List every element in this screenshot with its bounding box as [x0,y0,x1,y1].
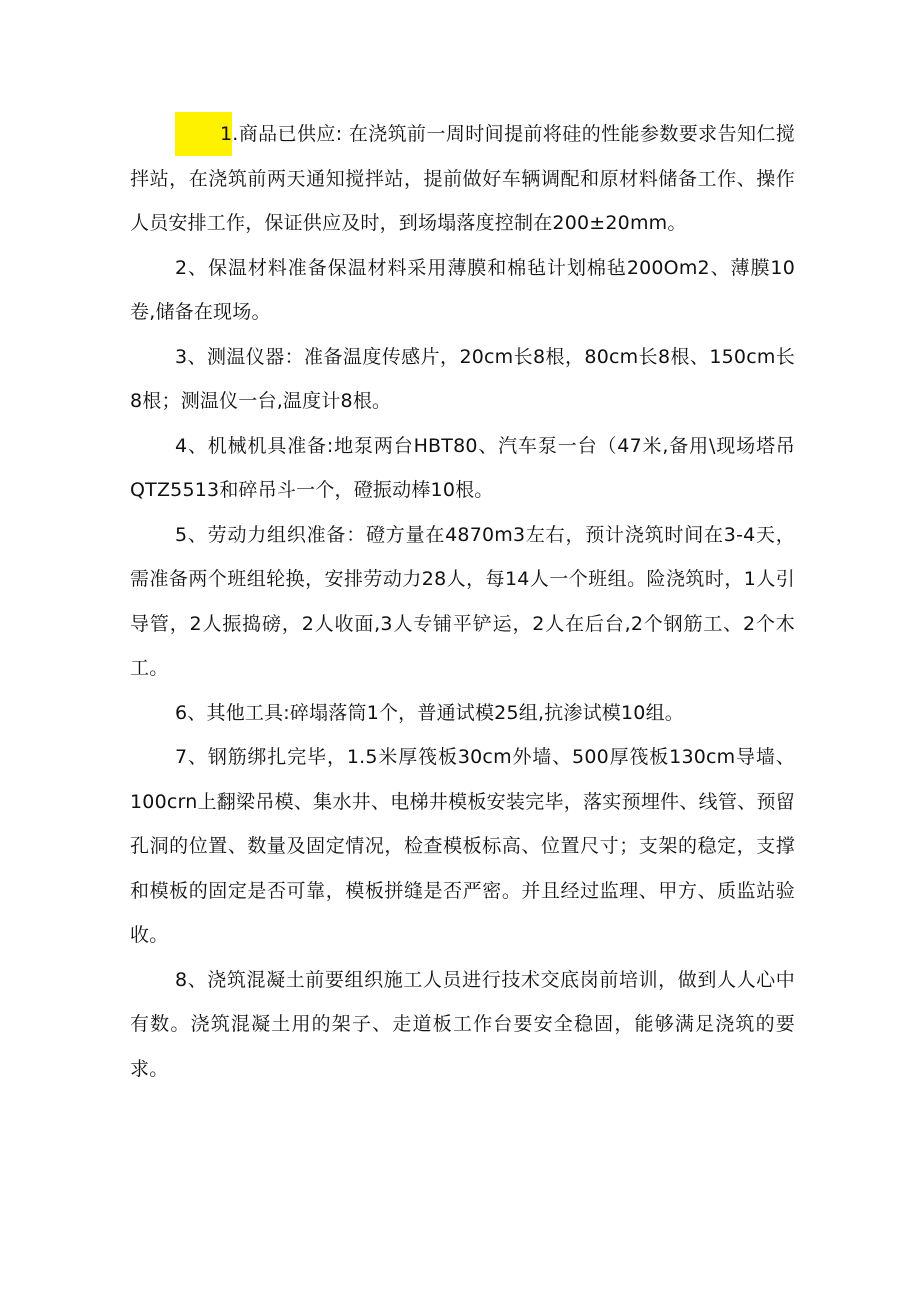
paragraph-text: 2、保温材料准备保温材料采用薄膜和棉毡计划棉毡200Om2、薄膜10卷,储备在现场。 [130,256,795,323]
paragraph-text: 8、浇筑混凝土前要组织施工人员进行技术交底岗前培训，做到人人心中有数。浇筑混凝土用的架子、走道板工作台要安全稳固，能够满足浇筑的要求。 [130,968,795,1080]
highlighted-number: 1 [175,112,232,156]
paragraph-text: 4、机械机具准备:地泵两台HBT80、汽车泵一台（47米,备用\现场塔吊QTZ5513和碎吊斗一个，磴振动棒10根。 [130,434,795,501]
paragraph-7 [130,735,795,958]
paragraph-8 [130,958,795,1092]
paragraph-text: 6、其他工具:碎塌落筒1个，普通试模25组,抗渗试模10组。 [175,701,684,724]
paragraph-4 [130,424,795,513]
paragraph-text: 5、劳动力组织准备：磴方量在4870m3左右，预计浇筑时间在3-4天，需准备两个班组轮换，安排劳动力28人，每14人一个班组。险浇筑时，1人引导管，2人振捣磅，2人收面,3人专铺平铲运，2人在后台,2个钢筋工、2个木工。 [130,523,795,679]
paragraph-3 [130,335,795,424]
document-body [130,112,795,1091]
paragraph-text: 3、测温仪器：准备温度传感片，20cm长8根，80cm长8根、150cm长8根；测温仪一台,温度计8根。 [130,345,795,412]
paragraph-5 [130,513,795,691]
paragraph-text: .商品已供应: 在浇筑前一周时间提前将硅的性能参数要求告知仁搅拌站，在浇筑前两天通知搅拌站，提前做好车辆调配和原材料储备工作、操作人员安排工作，保证供应及时，到场塌落度控制在200±20mm。 [130,123,795,234]
paragraph-text: 7、钢筋绑扎完毕，1.5米厚筏板30cm外墙、500厚筏板130cm导墙、100crn上翻梁吊模、集水井、电梯井模板安装完毕，落实预埋件、线管、预留孔洞的位置、数量及固定情况，检查模板标高、位置尺寸；支架的稳定，支撑和模板的固定是否可靠，模板拼缝是否严密。并且经过监理、甲方、质监站验收。 [130,746,795,946]
paragraph-1 [130,112,795,246]
paragraph-2 [130,246,795,335]
paragraph-6 [130,691,795,736]
